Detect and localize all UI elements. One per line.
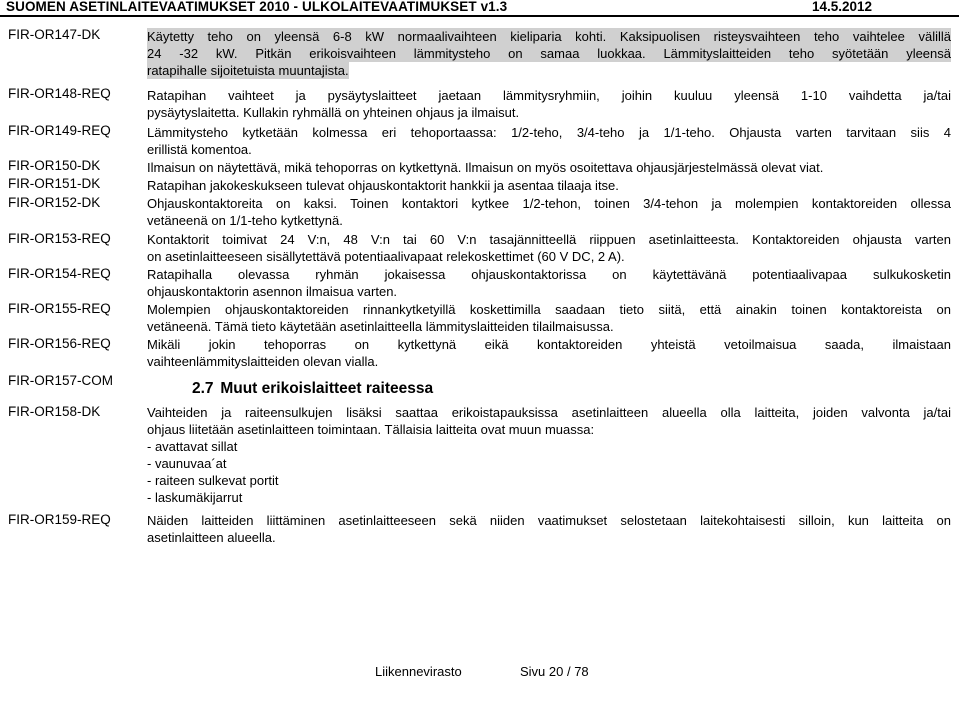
req-line: Lämmitysteho kytketään kolmessa eri tehoportaassa: 1/2-teho, 3/4-teho ja 1/1-teho. Ohjausta varten tarvitaan siis 4 xyxy=(147,125,951,140)
req-line: ohjaus liitetään asetinlaitteen toimintaan. Tällaisia laitteita ovat muun muassa: xyxy=(147,422,595,437)
req-id: FIR-OR159-REQ xyxy=(8,512,111,527)
req-line: on asetinlaitteeseen sisällytettävä potentiaalivapaat relekoskettimet (60 V DC, 2 A). xyxy=(147,249,625,264)
req-id: FIR-OR150-DK xyxy=(8,158,101,173)
req-text xyxy=(147,404,951,506)
list-item: - raiteen sulkevat portit xyxy=(147,473,279,488)
req-line: Käytetty teho on yleensä 6-8 kW normaalivaihteen kieliparia kohti. Kaksipuolisen risteysvaihteen teho vaihtelee välillä xyxy=(147,29,951,44)
req-text xyxy=(147,159,951,176)
req-line: Ilmaisun on näytettävä, mikä tehoporras on kytkettynä. Ilmaisun on myös osoitettava ohjausjärjestelmässä olevat viat. xyxy=(147,160,824,175)
req-line: Ratapihan vaihteet ja pysäytyslaitteet jaetaan lämmitysryhmiin, joihin kuuluu yleensä 1-10 vaihdetta ja/tai xyxy=(147,88,951,103)
req-text xyxy=(147,87,951,121)
req-line: erillistä komentoa. xyxy=(147,142,252,157)
req-text xyxy=(147,231,951,265)
req-id: FIR-OR152-DK xyxy=(8,195,101,210)
req-id: FIR-OR149-REQ xyxy=(8,123,111,138)
req-id: FIR-OR153-REQ xyxy=(8,231,111,246)
req-id: FIR-OR151-DK xyxy=(8,176,101,191)
req-id: FIR-OR156-REQ xyxy=(8,336,111,351)
page-number: Sivu 20 / 78 xyxy=(520,664,589,679)
req-text xyxy=(147,28,951,79)
req-id: FIR-OR147-DK xyxy=(8,27,101,42)
footer-publisher: Liikennevirasto xyxy=(375,664,462,679)
req-id: FIR-OR157-COM xyxy=(8,373,114,388)
req-line: Molempien ohjauskontaktoreiden rinnankytketyillä koskettimilla saadaan tieto siitä, että ainakin toinen kontaktoreista on xyxy=(147,302,951,317)
req-line: asetinlaitteen alueella. xyxy=(147,530,276,545)
section-number: 2.7 xyxy=(192,380,214,397)
req-text xyxy=(147,512,951,546)
section-title: Muut erikoislaitteet raiteessa xyxy=(220,380,434,397)
req-line: Ratapihan jakokeskukseen tulevat ohjauskontaktorit hankkii ja asentaa tilaaja itse. xyxy=(147,178,619,193)
req-text xyxy=(147,336,951,370)
req-line: vetäneenä. Tämä tieto käytetään asetinlaitteella lämmityslaitteiden tilailmaisussa. xyxy=(147,319,614,334)
req-line: vaihteenlämmityslaitteiden olevan vialla. xyxy=(147,354,379,369)
req-line: ohjauskontaktorin asennon ilmaisua varten. xyxy=(147,284,398,299)
req-line: pysäytyslaitetta. Kullakin ryhmällä on yhteinen ohjaus ja ilmaisut. xyxy=(147,105,520,120)
req-line: Mikäli jokin tehoporras on kytkettynä eikä kontaktoreiden yhteistä vetoilmaisua saada, ilmaistaan xyxy=(147,337,951,352)
list-item: - laskumäkijarrut xyxy=(147,490,243,505)
req-id: FIR-OR148-REQ xyxy=(8,86,111,101)
req-line: ratapihalle sijoitetuista muuntajista. xyxy=(147,63,349,78)
header-date: 14.5.2012 xyxy=(811,0,872,14)
req-line: Ratapihalla olevassa ryhmän jokaisessa ohjauskontaktorissa on käytettävänä potentiaalivapaa sulkukosketin xyxy=(147,267,951,282)
req-text xyxy=(147,195,951,229)
req-id: FIR-OR155-REQ xyxy=(8,301,111,316)
req-text xyxy=(147,266,951,300)
req-line: Näiden laitteiden liittäminen asetinlaitteeseen sekä niiden vaatimukset selostetaan laitekohtaisesti silloin, kun laitteita on xyxy=(147,513,951,528)
req-line: Kontaktorit toimivat 24 V:n, 48 V:n tai 60 V:n tasajännitteellä riippuen asetinlaitteesta. Kontaktoreiden ohjausta varten xyxy=(147,232,951,247)
section-heading xyxy=(192,380,433,398)
req-text xyxy=(147,301,951,335)
req-line: Ohjauskontaktoreita on kaksi. Toinen kontaktori kytkee 1/2-tehon, toinen 3/4-tehon ja molempien kontaktoreiden ollessa xyxy=(147,196,951,211)
req-id: FIR-OR154-REQ xyxy=(8,266,111,281)
header-rule xyxy=(0,15,959,17)
req-text xyxy=(147,177,951,194)
page-header xyxy=(0,0,959,15)
list-item: - avattavat sillat xyxy=(147,439,238,454)
list-item: - vaunuvaa´at xyxy=(147,456,227,471)
header-title: SUOMEN ASETINLAITEVAATIMUKSET 2010 - ULKOLAITEVAATIMUKSET v1.3 xyxy=(6,0,508,14)
req-line: Vaihteiden ja raiteensulkujen lisäksi saattaa erikoistapauksissa asetinlaitteen alueella olla laitteita, joiden valvonta ja/tai xyxy=(147,405,951,420)
req-id: FIR-OR158-DK xyxy=(8,404,101,419)
req-text xyxy=(147,124,951,158)
req-line: vetäneenä on 1/1-teho kytkettynä. xyxy=(147,213,343,228)
req-line: 24 -32 kW. Pitkän erikoisvaihteen lämmitysteho on samaa luokkaa. Lämmityslaitteiden teho syötetään yleensä xyxy=(147,46,951,61)
